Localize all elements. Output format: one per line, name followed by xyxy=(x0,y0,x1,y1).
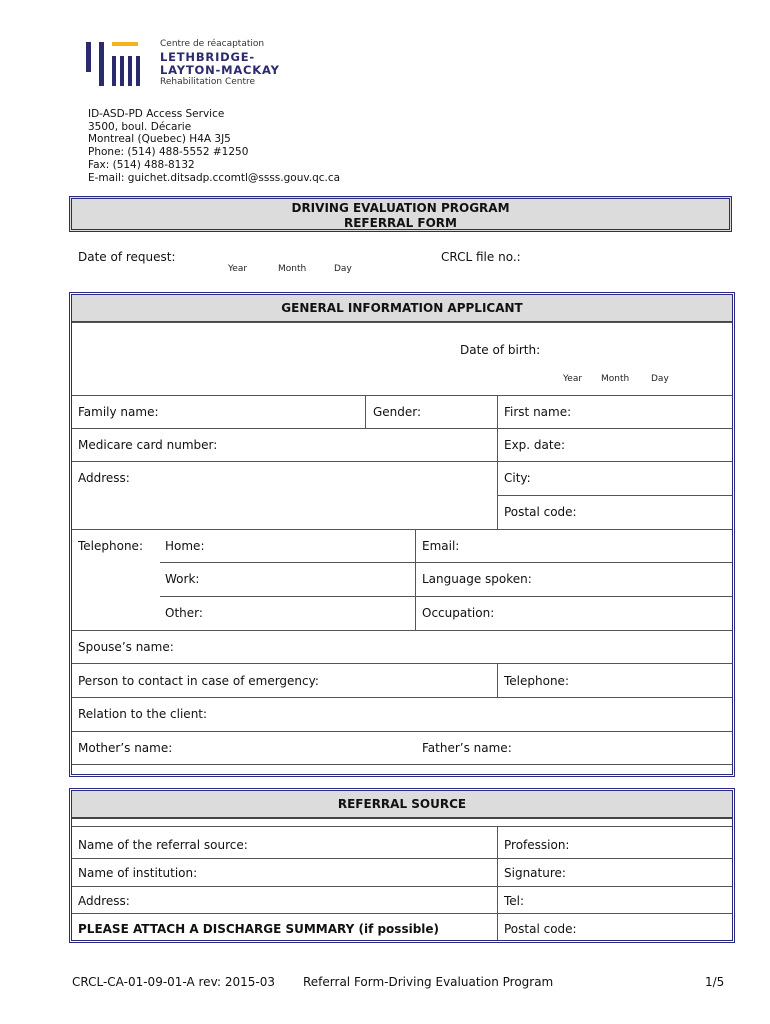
general-information-section xyxy=(69,292,735,777)
row-divider xyxy=(72,886,732,887)
column-divider xyxy=(497,826,498,940)
address-line: E-mail: guichet.ditsadp.ccomtl@ssss.gouv.qc.ca xyxy=(88,171,341,184)
telephone-label: Telephone: xyxy=(78,539,143,553)
row-divider xyxy=(72,826,732,827)
gender-label: Gender: xyxy=(373,405,422,419)
row-divider xyxy=(72,764,732,765)
logo-bar xyxy=(136,56,140,86)
row-divider xyxy=(72,697,732,698)
profession-label: Profession: xyxy=(504,838,570,852)
exp-date-label: Exp. date: xyxy=(504,438,566,452)
date-of-birth-label: Date of birth: xyxy=(460,343,541,357)
footer-page-number: 1/5 xyxy=(705,975,725,989)
logo-bar xyxy=(120,56,124,86)
father-name-label: Father’s name: xyxy=(422,741,512,755)
emergency-telephone-label: Telephone: xyxy=(504,674,569,688)
relation-to-client-label: Relation to the client: xyxy=(78,707,208,721)
row-divider xyxy=(497,495,732,496)
address-line: ID-ASD-PD Access Service xyxy=(88,108,225,120)
work-phone-label: Work: xyxy=(165,572,200,586)
mother-name-label: Mother’s name: xyxy=(78,741,173,755)
address-line: Fax: (514) 488-8132 xyxy=(88,158,195,171)
medicare-card-label: Medicare card number: xyxy=(78,438,218,452)
institution-name-label: Name of institution: xyxy=(78,866,198,880)
request-month-label: Month xyxy=(278,264,307,274)
spouse-name-label: Spouse’s name: xyxy=(78,640,174,654)
referral-address-label: Address: xyxy=(78,894,130,908)
first-name-label: First name: xyxy=(504,405,572,419)
row-divider xyxy=(72,322,732,323)
logo-bar xyxy=(128,56,132,86)
row-divider xyxy=(72,529,732,530)
row-divider xyxy=(72,731,732,732)
other-phone-label: Other: xyxy=(165,606,203,620)
row-divider xyxy=(160,562,732,563)
dob-month-label: Month xyxy=(601,374,630,384)
contact-address xyxy=(88,108,340,184)
referral-source-heading: REFERRAL SOURCE xyxy=(72,791,732,819)
email-label: Email: xyxy=(422,539,460,553)
row-divider xyxy=(72,630,732,631)
postal-code-label: Postal code: xyxy=(504,505,577,519)
row-divider xyxy=(72,858,732,859)
row-divider xyxy=(72,395,732,396)
logo-top-line: Centre de réacaptation xyxy=(160,39,265,49)
discharge-summary-note: PLEASE ATTACH A DISCHARGE SUMMARY (if possible) xyxy=(78,922,440,936)
logo-bar xyxy=(99,42,104,86)
logo-text xyxy=(160,40,280,87)
logo-bar xyxy=(86,42,91,72)
column-divider xyxy=(365,395,366,428)
logo-bar xyxy=(112,56,116,86)
address-line: 3500, boul. Décarie xyxy=(88,120,192,133)
column-divider xyxy=(497,663,498,697)
dob-year-label: Year xyxy=(563,374,583,384)
city-label: City: xyxy=(504,471,531,485)
logo-name-line2: LAYTON-MACKAY xyxy=(160,62,280,77)
language-spoken-label: Language spoken: xyxy=(422,572,532,586)
request-year-label: Year xyxy=(228,264,248,274)
date-of-request-label: Date of request: xyxy=(78,250,176,264)
footer-document-title: Referral Form-Driving Evaluation Program xyxy=(303,975,554,989)
row-divider xyxy=(160,596,732,597)
row-divider xyxy=(72,663,732,664)
occupation-label: Occupation: xyxy=(422,606,495,620)
family-name-label: Family name: xyxy=(78,405,159,419)
footer-form-code: CRCL-CA-01-09-01-A rev: 2015-03 xyxy=(72,975,276,989)
dob-day-label: Day xyxy=(651,374,669,384)
title-line2: REFERRAL FORM xyxy=(343,216,457,230)
request-day-label: Day xyxy=(334,264,352,274)
crcl-file-label: CRCL file no.: xyxy=(441,250,521,264)
title-line1: DRIVING EVALUATION PROGRAM xyxy=(291,201,510,215)
column-divider xyxy=(415,529,416,630)
form-title xyxy=(69,196,732,232)
emergency-contact-label: Person to contact in case of emergency: xyxy=(78,674,319,688)
address-line: Montreal (Quebec) H4A 3J5 xyxy=(88,133,231,146)
referral-source-name-label: Name of the referral source: xyxy=(78,838,248,852)
referral-tel-label: Tel: xyxy=(504,894,525,908)
row-divider xyxy=(72,913,732,914)
referral-postal-code-label: Postal code: xyxy=(504,922,577,936)
address-line: Phone: (514) 488-5552 #1250 xyxy=(88,146,249,159)
row-divider xyxy=(72,461,732,462)
home-phone-label: Home: xyxy=(165,539,205,553)
general-information-heading: GENERAL INFORMATION APPLICANT xyxy=(72,295,732,323)
signature-label: Signature: xyxy=(504,866,566,880)
address-label: Address: xyxy=(78,471,130,485)
logo-sub-line: Rehabilitation Centre xyxy=(160,77,256,87)
centre-logo xyxy=(86,40,286,90)
row-divider xyxy=(72,428,732,429)
logo-accent-bar xyxy=(112,42,138,46)
logo-name-line1: LETHBRIDGE- xyxy=(160,50,255,64)
column-divider xyxy=(497,395,498,529)
